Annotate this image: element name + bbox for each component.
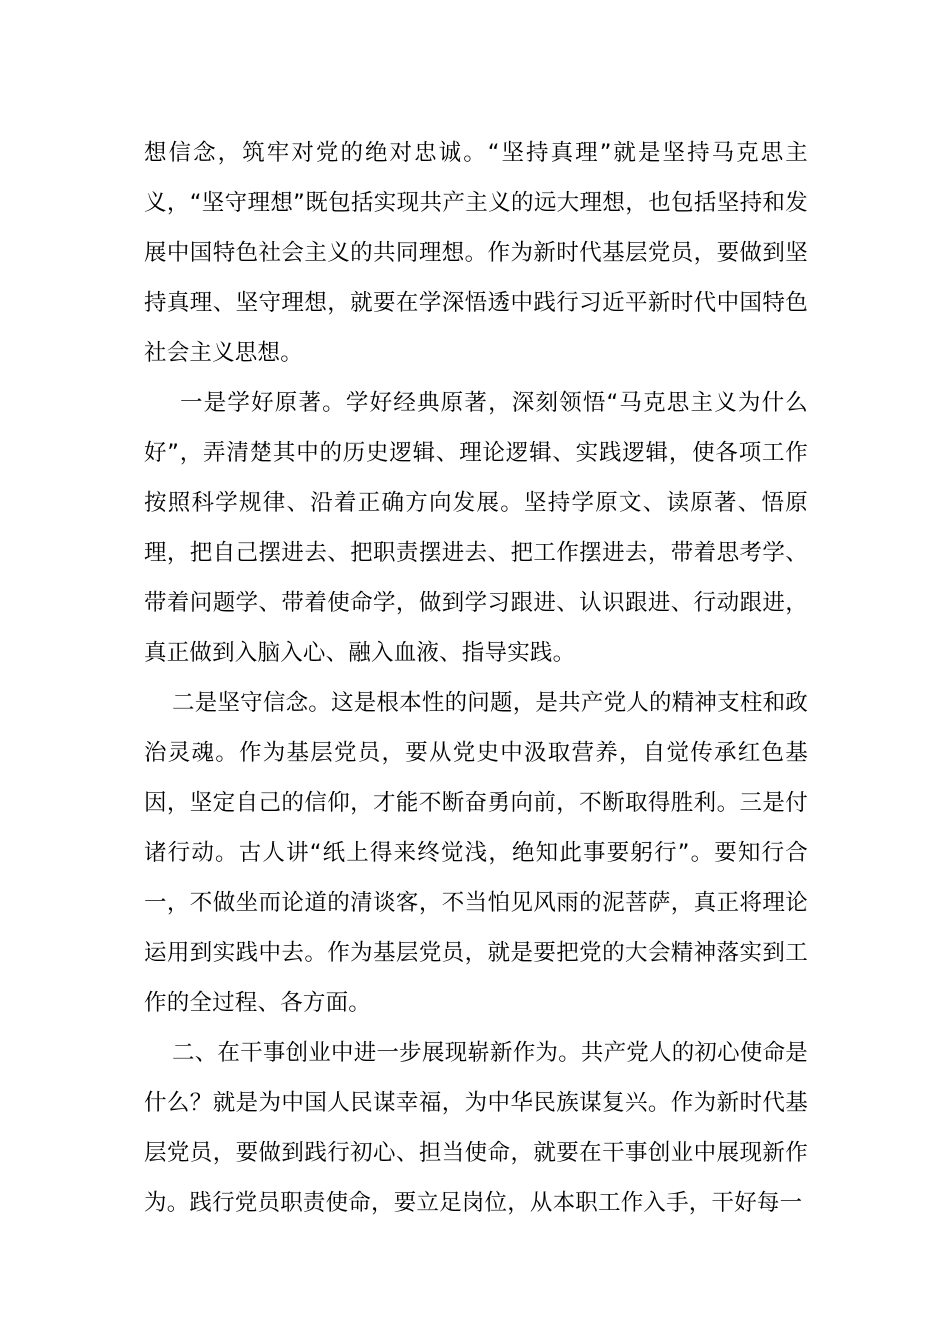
paragraph-study-originals: 一是学好原著。学好经典原著，深刻领悟“马克思主义为什么好”，弄清楚其中的历史逻辑、理论逻辑、实践逻辑，使各项工作按照科学规律、沿着正确方向发展。坚持学原文、读原著、悟原理，把自己摆进去、把职责摆进去、把工作摆进去，带着思考学、带着问题学、带着使命学，做到学习跟进、认识跟进、行动跟进，真正做到入脑入心、融入血液、指导实践。 [144,390,808,666]
paragraph-keep-faith: 二是坚守信念。这是根本性的问题，是共产党人的精神支柱和政治灵魂。作为基层党员，要从党史中汲取营养，自觉传承红色基因，坚定自己的信仰，才能不断奋勇向前，不断取得胜利。三是付诸行动。古人讲“纸上得来终觉浅，绝知此事要躬行”。要知行合一，不做坐而论道的清谈客，不当怕见风雨的泥菩萨，真正将理论运用到实践中去。作为基层党员，就是要把党的大会精神落实到工作的全过程、各方面。 [144,690,808,1016]
paragraph-section-two: 二、在干事创业中进一步展现崭新作为。共产党人的初心使命是什么？就是为中国人民谋幸福，为中华民族谋复兴。作为新时代基层党员，要做到践行初心、担当使命，就要在干事创业中展现新作为。践行党员职责使命，要立足岗位，从本职工作入手，干好每一 [144,1040,808,1216]
document-body [144,128,808,1228]
paragraph-continuation: 想信念，筑牢对党的绝对忠诚。“坚持真理”就是坚持马克思主义，“坚守理想”既包括实现共产主义的远大理想，也包括坚持和发展中国特色社会主义的共同理想。作为新时代基层党员，要做到坚持真理、坚守理想，就要在学深悟透中践行习近平新时代中国特色社会主义思想。 [144,140,808,366]
